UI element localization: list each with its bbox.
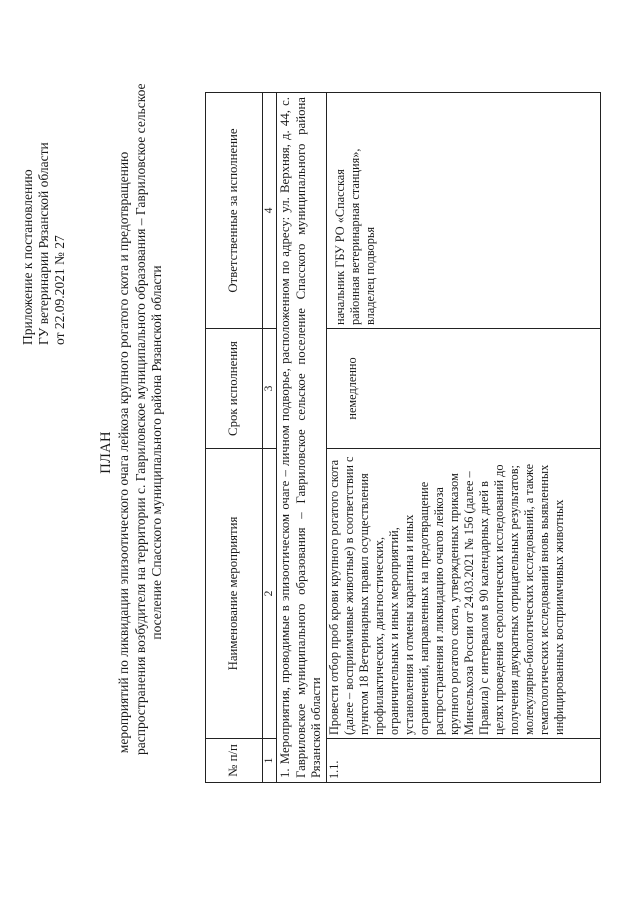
measure-line: ограничений, направленных на предотвращение (416, 481, 431, 735)
table-row (326, 93, 600, 783)
header-resp: Ответственные за исполнение (206, 93, 263, 329)
plan-subtitle-line: мероприятий по ликвидации эпизоотического очага лейкоза крупного рогатого скота и предотвращению (116, 151, 131, 754)
measure-line: гематологических исследований вновь выявленных (536, 464, 551, 735)
measure-line: получения двукратных отрицательных результатов; (506, 465, 521, 735)
measure-line: молекулярно-биологических исследований, а также (521, 463, 536, 735)
plan-title: ПЛАН (98, 431, 114, 474)
measure-line: Минсельхоза России от 24.03.2021 № 156 (далее – (461, 471, 476, 735)
measure-line: целях проведения серологических исследований до (491, 464, 506, 735)
measures-table (205, 92, 601, 783)
measure-line: пунктом 18 Ветеринарных правил осуществления (356, 473, 371, 735)
header-num: № п/п (206, 739, 263, 783)
section-row (277, 93, 327, 783)
plan-subtitle-line: распространения возбудителя на территории с. Гавриловское муниципального образования – Гавриловское сельское (132, 83, 148, 755)
column-number: 2 (263, 449, 277, 739)
row-responsible (326, 93, 600, 329)
column-numbers-row (263, 93, 277, 783)
measure-line: (далее – восприимчивые животные) в соответствии с (341, 456, 356, 735)
approval-line-2: ГУ ветеринарии Рязанской области (36, 142, 51, 345)
column-number: 1 (263, 739, 277, 783)
row-term: немедленно (326, 329, 600, 449)
header-name: Наименование мероприятия (206, 449, 263, 739)
column-number: 4 (263, 93, 277, 329)
approval-note (20, 25, 68, 345)
approval-line-1: Приложение к постановлению (20, 169, 35, 345)
measure-line: ограничительных и иных мероприятий, (386, 527, 401, 735)
responsible-line: владелец подворья (362, 226, 377, 325)
row-number: 1.1. (326, 739, 600, 783)
section-heading: 1. Мероприятия, проводимые в эпизоотическом очаге – личном подворье, расположенном по адресу: ул. Верхняя, д. 44, с. Гавриловское муниципального образования – Гавриловское сельское поселение Спасского муниципального района Рязанской области (277, 93, 327, 783)
header-term: Срок исполнения (206, 329, 263, 449)
approval-line-3: от 22.09.2021 № 27 (52, 235, 67, 345)
plan-subtitle (116, 83, 166, 755)
responsible-line: начальник ГБУ РО «Спасская (332, 169, 347, 325)
responsible-line: районная ветеринарная станция», (347, 148, 362, 325)
measure-line: крупного рогатого скота, утвержденных приказом (446, 473, 461, 735)
measure-line: Провести отбор проб крови крупного рогатого скота (326, 459, 341, 735)
row-measure (326, 449, 600, 739)
measure-line: Правила) с интервалом в 90 календарных дней в (476, 481, 491, 735)
column-number: 3 (263, 329, 277, 449)
plan-subtitle-line: поселение Спасского муниципального района Рязанской области (149, 265, 164, 640)
measure-line: инфицированных восприимчивых животных (551, 499, 566, 735)
measure-line: установления и отмены карантина и иных (401, 514, 416, 735)
measure-line: профилактических, диагностических, (371, 536, 386, 735)
measure-line: распространения и ликвидацию очагов лейкоза (431, 487, 446, 735)
table-header-row (206, 93, 263, 783)
